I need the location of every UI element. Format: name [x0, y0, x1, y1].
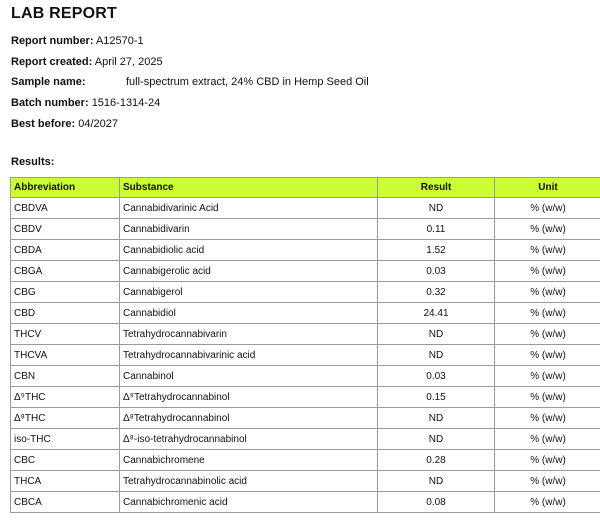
table-row	[11, 387, 600, 408]
table-row	[11, 198, 600, 219]
cell-substance: Tetrahydrocannabinolic acid	[120, 471, 378, 492]
sample-name-value: full-spectrum extract, 24% CBD in Hemp Seed Oil	[126, 76, 369, 88]
table-row	[11, 282, 600, 303]
batch-number-line	[11, 96, 160, 110]
cell-abbreviation: CBDVA	[11, 198, 120, 219]
cell-unit: % (w/w)	[495, 324, 600, 345]
cell-substance: Cannabidivarin	[120, 219, 378, 240]
cell-abbreviation: CBGA	[11, 261, 120, 282]
cell-result: ND	[378, 408, 495, 429]
report-created-value: April 27, 2025	[94, 56, 163, 68]
cell-abbreviation: CBD	[11, 303, 120, 324]
cell-unit: % (w/w)	[495, 492, 600, 513]
table-row	[11, 366, 600, 387]
sample-name-label: Sample name:	[11, 76, 86, 88]
cell-abbreviation: CBCA	[11, 492, 120, 513]
cell-result: 0.11	[378, 219, 495, 240]
cell-substance: Tetrahydrocannabivarinic acid	[120, 345, 378, 366]
sample-name-line	[11, 75, 369, 89]
batch-number-value: 1516-1314-24	[91, 97, 161, 109]
cell-unit: % (w/w)	[495, 282, 600, 303]
cell-abbreviation: THCA	[11, 471, 120, 492]
cell-substance: Δ⁸Tetrahydrocannabinol	[120, 408, 378, 429]
cell-substance: Cannabigerol	[120, 282, 378, 303]
cell-unit: % (w/w)	[495, 429, 600, 450]
cell-unit: % (w/w)	[495, 303, 600, 324]
batch-number-label: Batch number:	[11, 97, 89, 109]
report-number-label: Report number:	[11, 35, 94, 47]
results-heading: Results:	[11, 156, 55, 168]
table-row	[11, 303, 600, 324]
cell-result: 0.08	[378, 492, 495, 513]
cell-abbreviation: iso-THC	[11, 429, 120, 450]
cell-unit: % (w/w)	[495, 219, 600, 240]
cell-unit: % (w/w)	[495, 450, 600, 471]
cell-abbreviation: CBDA	[11, 240, 120, 261]
cell-result: 0.15	[378, 387, 495, 408]
table-row	[11, 492, 600, 513]
table-row	[11, 219, 600, 240]
cell-result: ND	[378, 345, 495, 366]
best-before-label: Best before:	[11, 118, 76, 130]
cell-unit: % (w/w)	[495, 240, 600, 261]
table-row	[11, 345, 600, 366]
results-table-body	[11, 198, 600, 513]
cell-abbreviation: CBN	[11, 366, 120, 387]
cell-result: ND	[378, 429, 495, 450]
cell-result: 24.41	[378, 303, 495, 324]
cell-result: 0.32	[378, 282, 495, 303]
report-number-line	[11, 34, 144, 48]
cell-substance: Cannabichromenic acid	[120, 492, 378, 513]
cell-unit: % (w/w)	[495, 198, 600, 219]
cell-unit: % (w/w)	[495, 345, 600, 366]
cell-abbreviation: THCVA	[11, 345, 120, 366]
cell-unit: % (w/w)	[495, 387, 600, 408]
cell-result: ND	[378, 324, 495, 345]
cell-substance: Cannabichromene	[120, 450, 378, 471]
cell-substance: Tetrahydrocannabivarin	[120, 324, 378, 345]
column-header-abbreviation: Abbreviation	[11, 178, 120, 198]
cell-result: 0.28	[378, 450, 495, 471]
report-created-line	[11, 55, 163, 69]
table-row	[11, 429, 600, 450]
cell-result: 0.03	[378, 366, 495, 387]
cell-result: ND	[378, 198, 495, 219]
table-row	[11, 450, 600, 471]
cell-substance: Cannabinol	[120, 366, 378, 387]
column-header-result: Result	[378, 178, 495, 198]
best-before-line	[11, 117, 118, 131]
cell-substance: Cannabigerolic acid	[120, 261, 378, 282]
cell-result: 0.03	[378, 261, 495, 282]
cell-result: ND	[378, 471, 495, 492]
cell-unit: % (w/w)	[495, 408, 600, 429]
table-header-row	[11, 178, 600, 198]
cell-abbreviation: CBG	[11, 282, 120, 303]
table-row	[11, 408, 600, 429]
cell-substance: Δ⁹Tetrahydrocannabinol	[120, 387, 378, 408]
cell-abbreviation: CBC	[11, 450, 120, 471]
column-header-unit: Unit	[495, 178, 600, 198]
report-created-label: Report created:	[11, 56, 93, 68]
cell-unit: % (w/w)	[495, 261, 600, 282]
cell-substance: Cannabidiol	[120, 303, 378, 324]
table-row	[11, 324, 600, 345]
cell-unit: % (w/w)	[495, 366, 600, 387]
cell-abbreviation: Δ⁹THC	[11, 387, 120, 408]
best-before-value: 04/2027	[78, 118, 119, 130]
page-title: LAB REPORT	[11, 5, 117, 22]
column-header-substance: Substance	[120, 178, 378, 198]
cell-unit: % (w/w)	[495, 471, 600, 492]
cell-substance: Δ⁸-iso-tetrahydrocannabinol	[120, 429, 378, 450]
table-row	[11, 240, 600, 261]
table-row	[11, 261, 600, 282]
table-row	[11, 471, 600, 492]
cell-abbreviation: THCV	[11, 324, 120, 345]
cell-abbreviation: Δ⁸THC	[11, 408, 120, 429]
cell-substance: Cannabidiolic acid	[120, 240, 378, 261]
cell-substance: Cannabidivarinic Acid	[120, 198, 378, 219]
cell-result: 1.52	[378, 240, 495, 261]
cell-abbreviation: CBDV	[11, 219, 120, 240]
results-table	[10, 177, 600, 513]
report-number-value: A12570-1	[95, 35, 144, 47]
